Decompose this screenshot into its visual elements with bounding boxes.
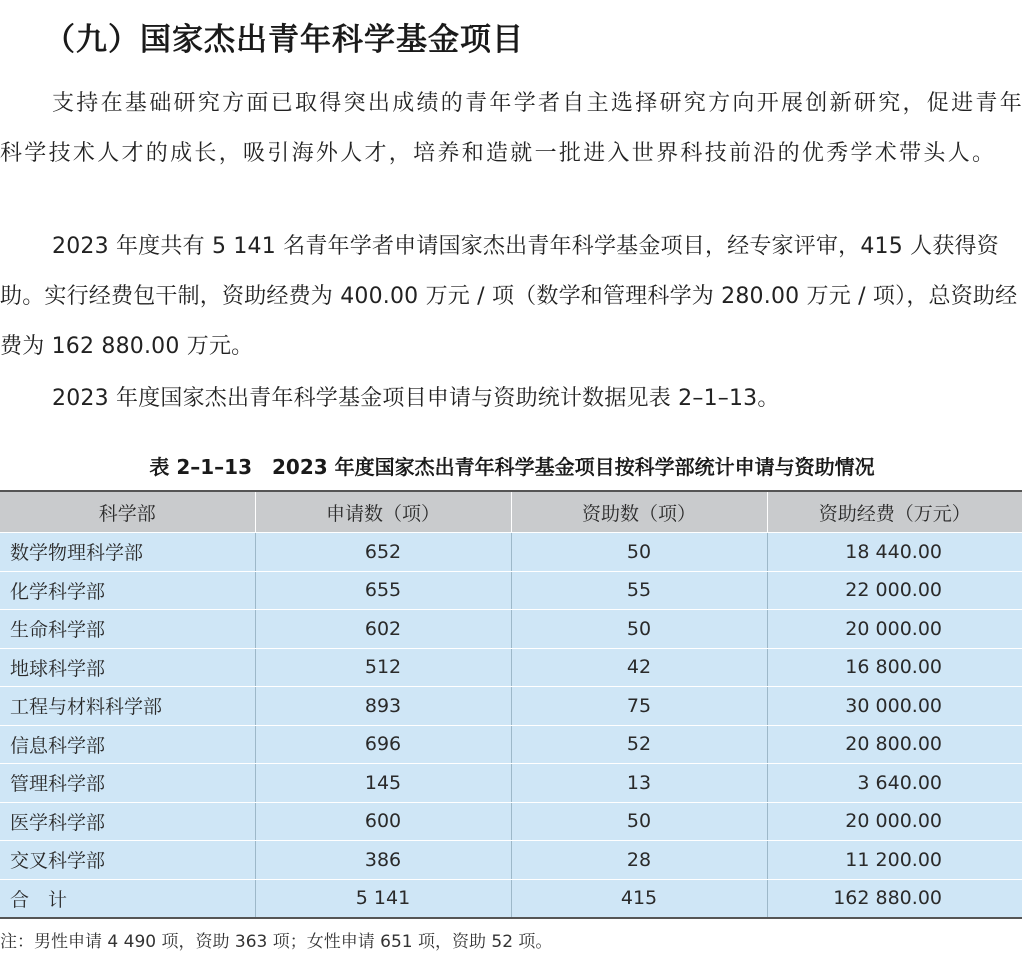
cell-funding: 3 640.00 <box>767 764 1022 803</box>
cell-funding: 20 000.00 <box>767 802 1022 841</box>
table-row <box>0 533 1022 572</box>
cell-funded: 50 <box>511 802 767 841</box>
header-funding: 资助经费（万元） <box>767 492 1022 533</box>
cell-applications: 5 141 <box>255 879 511 918</box>
cell-dept: 管理科学部 <box>0 764 255 803</box>
table-row <box>0 841 1022 880</box>
header-dept: 科学部 <box>0 492 255 533</box>
cell-funded: 415 <box>511 879 767 918</box>
cell-dept: 数学物理科学部 <box>0 533 255 572</box>
cell-funded: 55 <box>511 571 767 610</box>
table-row <box>0 725 1022 764</box>
reference-paragraph <box>0 374 1024 424</box>
header-funded: 资助数（项） <box>511 492 767 533</box>
table-row <box>0 802 1022 841</box>
cell-applications: 512 <box>255 648 511 687</box>
table-row <box>0 687 1022 726</box>
table-header-row <box>0 492 1022 533</box>
cell-funded: 28 <box>511 841 767 880</box>
table-row <box>0 610 1022 649</box>
header-applications: 申请数（项） <box>255 492 511 533</box>
table-row <box>0 764 1022 803</box>
summary-paragraph <box>0 222 1024 372</box>
cell-applications: 602 <box>255 610 511 649</box>
summary-paragraph-text: 2023 年度共有 5 141 名青年学者申请国家杰出青年科学基金项目，经专家评审，415 人获得资助。实行经费包干制，资助经费为 400.00 万元 / 项（数学和管理科学为 280.00 万元 / 项），总资助经费为 162 880.00 万元。 <box>0 234 1018 359</box>
table-caption: 表 2–1–13 2023 年度国家杰出青年科学基金项目按科学部统计申请与资助情况 <box>149 455 875 479</box>
cell-dept: 地球科学部 <box>0 648 255 687</box>
table-note: 注：男性申请 4 490 项，资助 363 项；女性申请 651 项，资助 52 项。 <box>0 932 553 952</box>
cell-applications: 893 <box>255 687 511 726</box>
intro-paragraph <box>0 79 1024 179</box>
cell-applications: 145 <box>255 764 511 803</box>
cell-applications: 386 <box>255 841 511 880</box>
cell-dept: 工程与材料科学部 <box>0 687 255 726</box>
cell-applications: 696 <box>255 725 511 764</box>
cell-funded: 75 <box>511 687 767 726</box>
cell-dept: 交叉科学部 <box>0 841 255 880</box>
table-total-row <box>0 879 1022 918</box>
section-title: （九）国家杰出青年科学基金项目 <box>44 22 524 58</box>
cell-dept: 化学科学部 <box>0 571 255 610</box>
cell-funding: 11 200.00 <box>767 841 1022 880</box>
table-row <box>0 571 1022 610</box>
cell-funded: 42 <box>511 648 767 687</box>
cell-funded: 50 <box>511 610 767 649</box>
cell-funding: 162 880.00 <box>767 879 1022 918</box>
cell-funding: 20 800.00 <box>767 725 1022 764</box>
cell-applications: 652 <box>255 533 511 572</box>
cell-funded: 50 <box>511 533 767 572</box>
reference-paragraph-text: 2023 年度国家杰出青年科学基金项目申请与资助统计数据见表 2–1–13。 <box>52 386 780 411</box>
cell-funded: 13 <box>511 764 767 803</box>
table-row <box>0 648 1022 687</box>
cell-funding: 22 000.00 <box>767 571 1022 610</box>
intro-paragraph-text: 支持在基础研究方面已取得突出成绩的青年学者自主选择研究方向开展创新研究，促进青年科学技术人才的成长，吸引海外人才，培养和造就一批进入世界科技前沿的优秀学术带头人。 <box>0 91 1024 166</box>
cell-funding: 18 440.00 <box>767 533 1022 572</box>
cell-funded: 52 <box>511 725 767 764</box>
cell-dept: 生命科学部 <box>0 610 255 649</box>
cell-dept: 合 计 <box>0 879 255 918</box>
cell-applications: 655 <box>255 571 511 610</box>
funding-table <box>0 492 1022 919</box>
cell-applications: 600 <box>255 802 511 841</box>
cell-funding: 20 000.00 <box>767 610 1022 649</box>
cell-funding: 16 800.00 <box>767 648 1022 687</box>
cell-dept: 医学科学部 <box>0 802 255 841</box>
cell-dept: 信息科学部 <box>0 725 255 764</box>
cell-funding: 30 000.00 <box>767 687 1022 726</box>
